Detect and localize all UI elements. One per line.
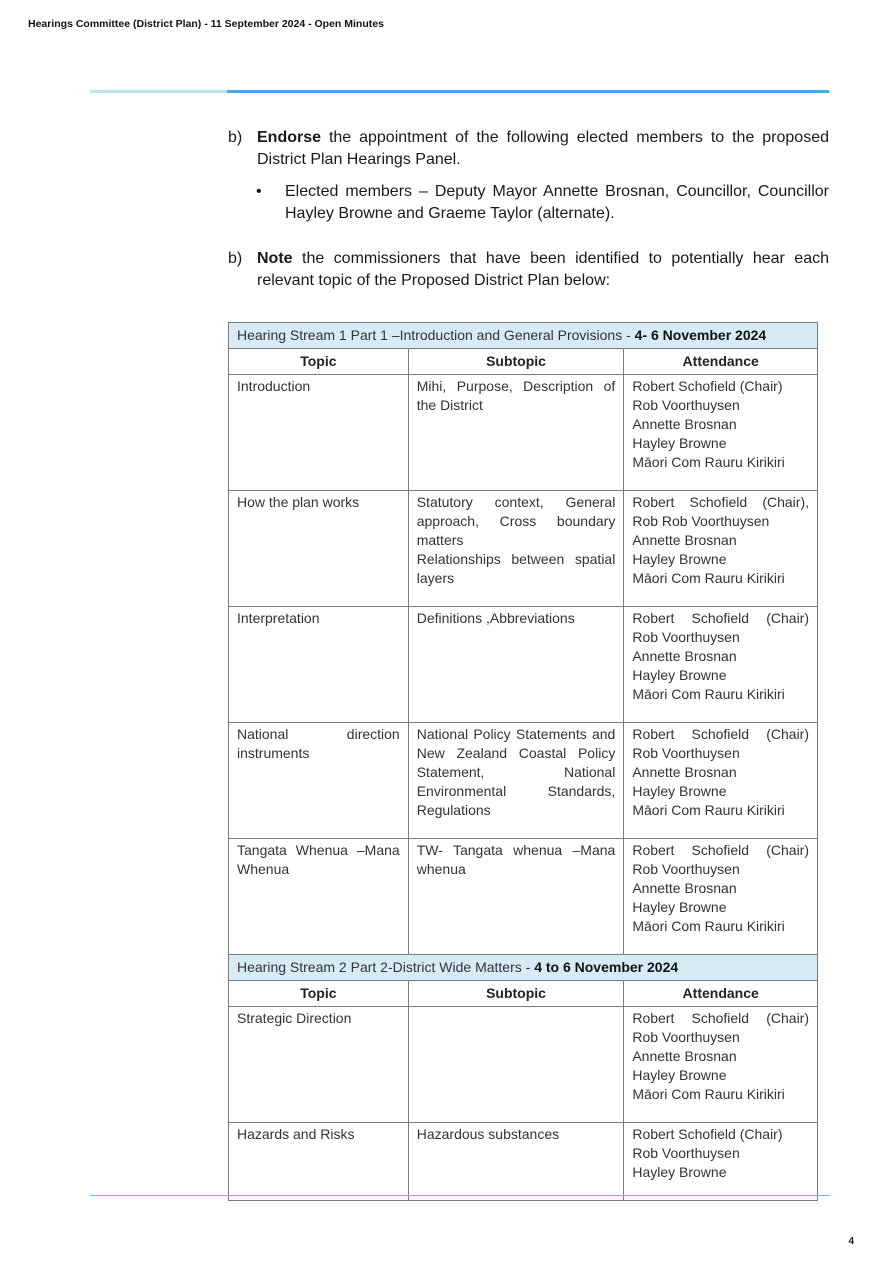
attendee: Annette Brosnan — [632, 764, 737, 780]
attendee: Robert Schofield (Chair) — [632, 1126, 783, 1142]
attendee: Māori Com Rauru Kirikiri — [632, 802, 785, 818]
subtopic-cell — [408, 1007, 624, 1123]
document-header: Hearings Committee (District Plan) - 11 September 2024 - Open Minutes — [28, 18, 384, 30]
attendee: Hayley Browne — [632, 899, 727, 915]
subtopic-cell — [408, 375, 624, 491]
footer-rule — [90, 1195, 829, 1196]
subtopic-line: Statutory context, General approach, Cross boundary matters — [416, 494, 616, 548]
item-label: b) — [228, 250, 243, 267]
attendee: Māori Com Rauru Kirikiri — [632, 918, 785, 934]
subtopic-line: National Policy Statements and New Zealand Coastal Policy Statement, National Environmental Standards, Regulations — [416, 726, 616, 818]
subtopic-cell — [408, 723, 624, 839]
attendee: Māori Com Rauru Kirikiri — [632, 570, 785, 586]
attendee: Māori Com Rauru Kirikiri — [632, 1086, 785, 1102]
table-row — [229, 491, 818, 607]
table-row — [229, 375, 818, 491]
stream-header-row — [229, 955, 818, 981]
note-text: the commissioners that have been identified to potentially hear each relevant topic of the Proposed District Plan below: — [257, 250, 829, 289]
attendee: Annette Brosnan — [632, 1048, 737, 1064]
subtopic-line: Relationships between spatial layers — [416, 551, 616, 586]
header-rule — [90, 90, 829, 93]
attendance-cell — [624, 375, 818, 491]
column-header-row — [229, 981, 818, 1007]
topic-cell: Tangata Whenua –Mana Whenua — [229, 839, 409, 955]
column-header: Topic — [229, 981, 409, 1007]
attendee: Māori Com Rauru Kirikiri — [632, 454, 785, 470]
subtopic-cell — [408, 491, 624, 607]
attendee: Hayley Browne — [632, 435, 727, 451]
subtopic-line: Hazardous substances — [416, 1126, 560, 1142]
attendee: Robert Schofield (Chair), Rob Rob Voorthuysen — [632, 494, 809, 529]
table-row — [229, 1007, 818, 1123]
stream-title-cell — [229, 955, 818, 981]
attendee: Annette Brosnan — [632, 532, 737, 548]
topic-cell: Strategic Direction — [229, 1007, 409, 1123]
bullet-text: Elected members – Deputy Mayor Annette Brosnan, Councillor, Councillor Hayley Browne and Graeme Taylor (alternate). — [285, 183, 829, 222]
topic-cell: Hazards and Risks — [229, 1123, 409, 1201]
subtopic-line: Mihi, Purpose, Description of the District — [416, 378, 616, 413]
attendance-cell — [624, 607, 818, 723]
attendee: Hayley Browne — [632, 1067, 727, 1083]
hearing-schedule-table — [228, 322, 818, 1201]
attendance-cell — [624, 839, 818, 955]
stream-dates: 4- 6 November 2024 — [634, 327, 767, 343]
stream-dates: 4 to 6 November 2024 — [534, 959, 679, 975]
endorse-resolution — [228, 127, 829, 171]
attendee: Annette Brosnan — [632, 416, 737, 432]
column-header: Attendance — [624, 349, 818, 375]
table-row — [229, 1123, 818, 1201]
page-number: 4 — [848, 1236, 854, 1247]
column-header: Attendance — [624, 981, 818, 1007]
note-resolution — [228, 248, 829, 292]
column-header: Subtopic — [408, 349, 624, 375]
attendance-cell — [624, 723, 818, 839]
table-row — [229, 607, 818, 723]
bullet-icon: • — [256, 183, 262, 200]
endorse-keyword: Endorse — [257, 129, 322, 146]
topic-cell: How the plan works — [229, 491, 409, 607]
attendee: Hayley Browne — [632, 667, 727, 683]
subtopic-line: TW- Tangata whenua –Mana whenua — [416, 842, 616, 877]
stream-header-row — [229, 323, 818, 349]
topic-cell: National direction instruments — [229, 723, 409, 839]
attendee: Hayley Browne — [632, 551, 727, 567]
endorse-text: the appointment of the following elected members to the proposed District Plan Hearings Panel. — [257, 129, 829, 168]
attendance-cell — [624, 1007, 818, 1123]
stream-title: Hearing Stream 1 Part 1 –Introduction and General Provisions - — [237, 327, 635, 343]
item-label: b) — [228, 129, 243, 146]
attendance-cell — [624, 491, 818, 607]
attendee: Annette Brosnan — [632, 880, 737, 896]
attendee: Robert Schofield (Chair) Rob Voorthuysen — [632, 842, 809, 877]
attendee: Robert Schofield (Chair) — [632, 378, 783, 394]
elected-members-bullet — [256, 181, 829, 225]
note-keyword: Note — [257, 250, 293, 267]
attendee: Robert Schofield (Chair) Rob Voorthuysen — [632, 726, 809, 761]
subtopic-cell — [408, 1123, 624, 1201]
subtopic-cell — [408, 607, 624, 723]
stream-title-cell — [229, 323, 818, 349]
subtopic-cell — [408, 839, 624, 955]
attendee: Hayley Browne — [632, 783, 727, 799]
attendee: Māori Com Rauru Kirikiri — [632, 686, 785, 702]
table-row — [229, 839, 818, 955]
column-header-row — [229, 349, 818, 375]
topic-cell: Introduction — [229, 375, 409, 491]
attendee: Rob Voorthuysen — [632, 397, 740, 413]
column-header: Subtopic — [408, 981, 624, 1007]
table-row — [229, 723, 818, 839]
stream-title: Hearing Stream 2 Part 2-District Wide Matters - — [237, 959, 535, 975]
attendee: Rob Voorthuysen — [632, 1145, 740, 1161]
subtopic-line: Definitions ,Abbreviations — [416, 610, 575, 626]
attendee: Robert Schofield (Chair) Rob Voorthuysen — [632, 610, 809, 645]
attendee: Hayley Browne — [632, 1164, 727, 1180]
topic-cell: Interpretation — [229, 607, 409, 723]
column-header: Topic — [229, 349, 409, 375]
attendee: Annette Brosnan — [632, 648, 737, 664]
attendee: Robert Schofield (Chair) Rob Voorthuysen — [632, 1010, 809, 1045]
attendance-cell — [624, 1123, 818, 1201]
